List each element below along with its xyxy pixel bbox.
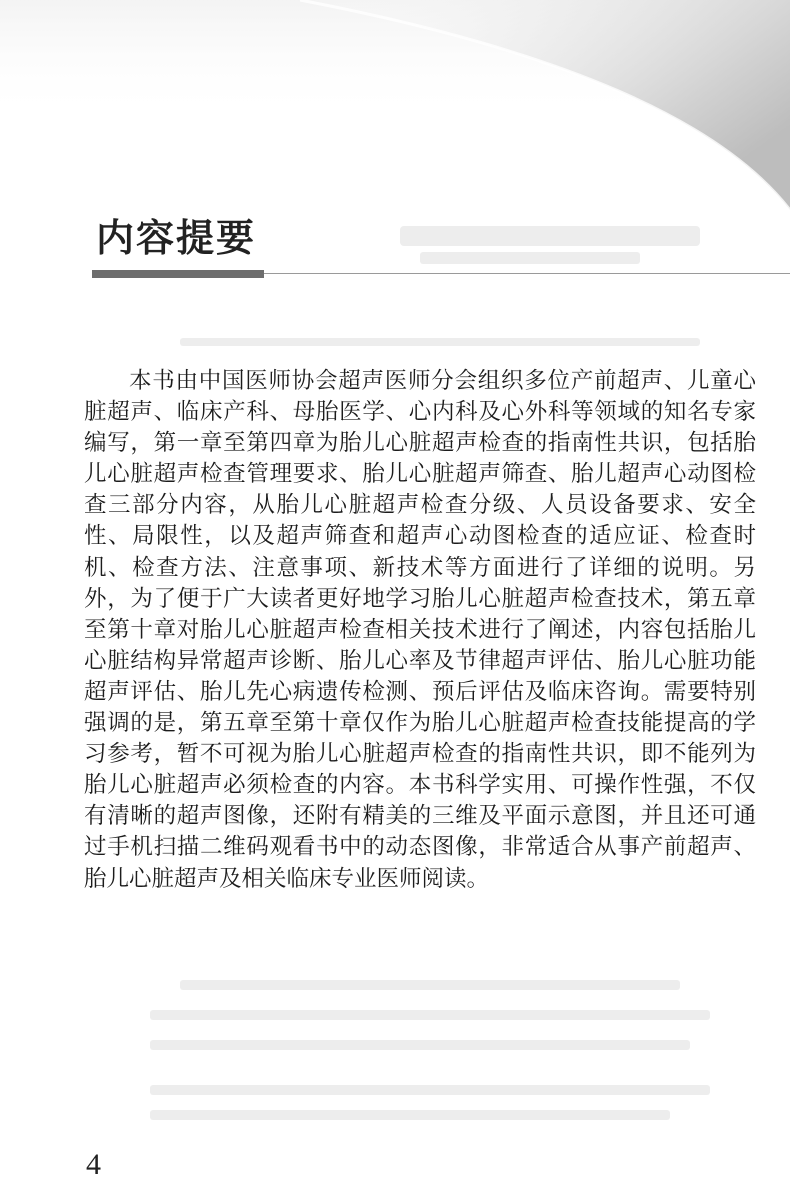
heading-rule-thin [264,273,790,274]
summary-paragraph: 本书由中国医师协会超声医师分会组织多位产前超声、儿童心脏超声、临床产科、母胎医学、心内科及心外科等领域的知名专家编写，第一章至第四章为胎儿心脏超声检查的指南性共识，包括胎儿心脏超声检查管理要求、胎儿心脏超声筛查、胎儿超声心动图检查三部分内容，从胎儿心脏超声检查分级、人员设备要求、安全性、局限性，以及超声筛查和超声心动图检查的适应证、检查时机、检查方法、注意事项、新技术等方面进行了详细的说明。另外，为了便于广大读者更好地学习胎儿心脏超声检查技术，第五章至第十章对胎儿心脏超声检查相关技术进行了阐述，内容包括胎儿心脏结构异常超声诊断、胎儿心率及节律超声评估、胎儿心脏功能超声评估、胎儿先心病遗传检测、预后评估及临床咨询。需要特别强调的是，第五章至第十章仅作为胎儿心脏超声检查技能提高的学习参考，暂不可视为胎儿心脏超声检查的指南性共识，即不能列为胎儿心脏超声必须检查的内容。本书科学实用、可操作性强，不仅有清晰的超声图像，还附有精美的三维及平面示意图，并且还可通过手机扫描二维码观看书中的动态图像，非常适合从事产前超声、胎儿心脏超声及相关临床专业医师阅读。 [84,368,756,892]
heading-rule-thick [92,270,264,278]
page-number: 4 [86,1148,101,1181]
section-title: 内容提要 [96,216,257,260]
corner-gradient-decoration [0,0,790,220]
section-heading [92,212,754,278]
